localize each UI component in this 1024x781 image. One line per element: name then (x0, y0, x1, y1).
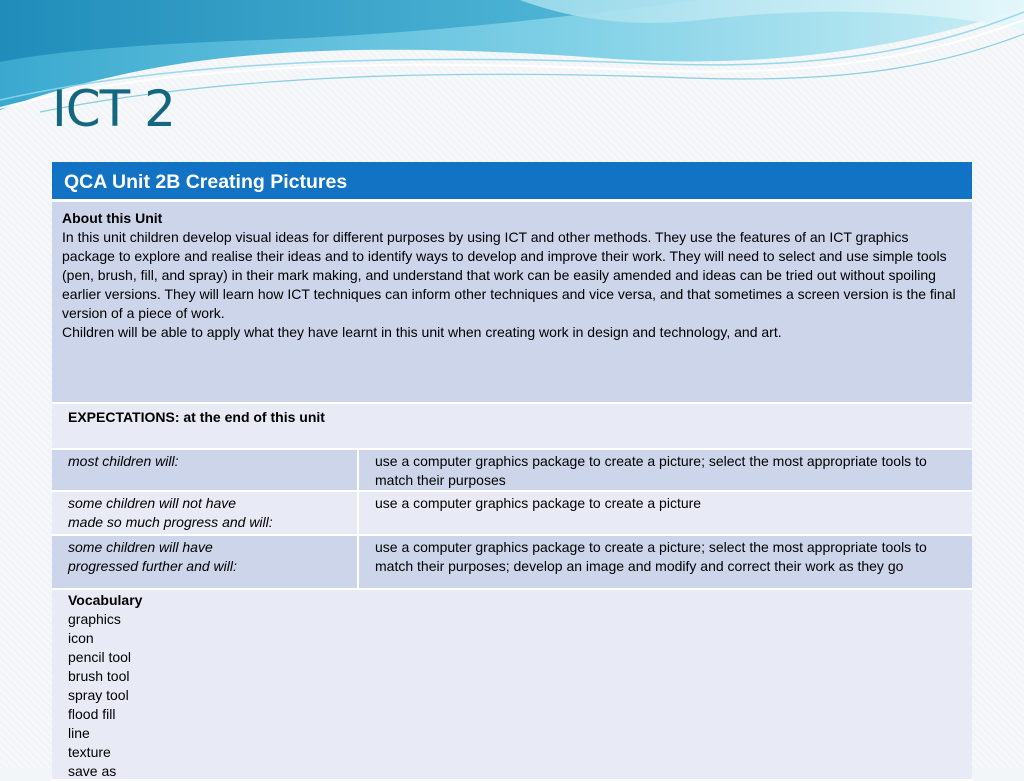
expectation-row (52, 492, 972, 536)
vocabulary-item: line (68, 725, 90, 741)
expectation-label-line: some children will not have (68, 495, 237, 511)
about-paragraph: Children will be able to apply what they have learnt in this unit when creating work in design and technology, and art. (62, 324, 782, 340)
vocabulary-item: texture (68, 744, 111, 760)
expectation-text: use a computer graphics package to create a picture; select the most appropriate tools to match their purposes; develop an image and modify and correct their work as they go (358, 536, 972, 590)
vocabulary-item: icon (68, 630, 94, 646)
about-paragraph: In this unit children develop visual ideas for different purposes by using ICT and other methods. They use the features of an ICT graphics package to explore and realise their ideas and to identify ways to develop and improve their work. They will need to select and use simple tools (pen, brush, fill, and spray) in their mark making, and understand that work can be easily amended and ideas can be tried out without spoiling earlier versions. They will learn how ICT techniques can inform other techniques and vice versa, and that sometimes a screen version is the final version of a piece of work. (62, 229, 956, 321)
about-row (52, 202, 972, 404)
expectation-text: use a computer graphics package to create a picture; select the most appropriate tools to match their purposes (358, 450, 972, 492)
unit-title: QCA Unit 2B Creating Pictures (52, 162, 972, 202)
about-cell (52, 202, 972, 404)
vocabulary-cell (52, 590, 972, 781)
slide-title: ICT 2 (52, 80, 175, 138)
table-header-row (52, 162, 972, 202)
vocabulary-item: spray tool (68, 687, 129, 703)
vocabulary-item: brush tool (68, 668, 130, 684)
expectation-label-line: progressed further and will: (68, 558, 237, 574)
vocabulary-item: pencil tool (68, 649, 132, 665)
expectation-text: use a computer graphics package to create a picture (358, 492, 972, 536)
vocabulary-list (68, 610, 956, 781)
expectation-label-line: made so much progress and will: (68, 514, 273, 530)
about-heading: About this Unit (62, 210, 163, 226)
expectation-label (52, 450, 358, 492)
expectation-label (52, 492, 358, 536)
vocabulary-item: graphics (68, 611, 121, 627)
vocabulary-heading: Vocabulary (68, 592, 143, 608)
expectation-row (52, 450, 972, 492)
expectation-label (52, 536, 358, 590)
vocabulary-item: save as (68, 763, 117, 779)
expectations-heading-row (52, 404, 972, 450)
expectation-label-line: most children will: (68, 453, 179, 469)
vocabulary-item: flood fill (68, 706, 116, 722)
expectations-heading: EXPECTATIONS: at the end of this unit (52, 404, 972, 450)
vocabulary-row (52, 590, 972, 781)
unit-table (52, 162, 972, 781)
expectation-row (52, 536, 972, 590)
expectation-label-line: some children will have (68, 539, 213, 555)
